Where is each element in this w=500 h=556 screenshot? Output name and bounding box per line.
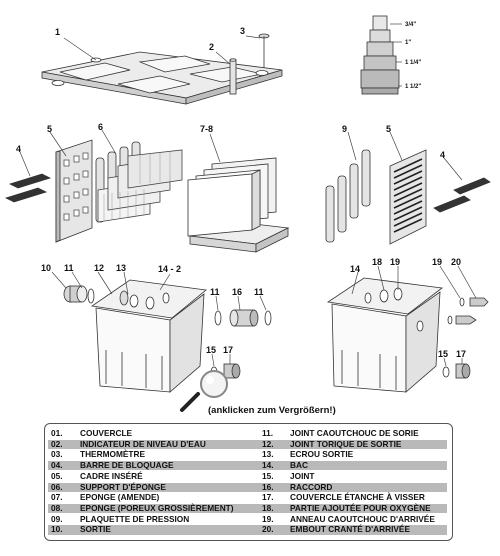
- legend-number: 02.: [51, 438, 63, 449]
- legend-row: [250, 472, 447, 481]
- parts-legend: [44, 423, 453, 541]
- callout-4-right: 4: [440, 150, 446, 160]
- legend-number: 03.: [51, 449, 63, 460]
- legend-number: 16.: [262, 481, 274, 492]
- legend-number: 08.: [51, 502, 63, 513]
- legend-row: [250, 450, 447, 459]
- thermometer-drawing: [259, 34, 269, 68]
- legend-row: [48, 429, 250, 438]
- legend-row: [250, 429, 447, 438]
- callout-12: 12: [94, 263, 105, 273]
- callout-11-c: 11: [254, 287, 264, 297]
- legend-row: [48, 504, 250, 513]
- legend-number: 04.: [51, 460, 63, 471]
- legend-row: [250, 525, 447, 534]
- zoom-link[interactable]: (anklicken zum Vergrößern!): [208, 405, 336, 416]
- sponge-holders-right-drawing: [326, 150, 370, 242]
- locking-bars-left-drawing: [6, 174, 50, 202]
- legend-number: 10.: [51, 524, 63, 535]
- legend-label: EMBOUT CRANTÉ D'ARRIVÉE: [290, 524, 410, 535]
- callout-17-left: 17: [223, 345, 234, 355]
- callout-5-left: 5: [47, 124, 53, 134]
- legend-label: ECROU SORTIE: [290, 449, 354, 460]
- stepped-hose-tail-drawing: [361, 16, 399, 94]
- callout-20: 20: [451, 257, 462, 267]
- insert-frame-right-drawing: [390, 150, 426, 244]
- legend-row: [250, 515, 447, 524]
- legend-row: [250, 461, 447, 470]
- legend-number: 19.: [262, 513, 274, 524]
- legend-label: COUVERCLE ÉTANCHE À VISSER: [290, 492, 425, 503]
- legend-label: COUVERCLE: [80, 428, 133, 438]
- callout-17-right: 17: [456, 349, 467, 359]
- legend-row: [48, 483, 250, 492]
- legend-number: 20.: [262, 524, 274, 535]
- callout-15-left: 15: [206, 345, 217, 355]
- callout-13: 13: [116, 263, 127, 273]
- legend-number: 14.: [262, 460, 274, 471]
- legend-row: [48, 493, 250, 502]
- legend-number: 09.: [51, 513, 63, 524]
- legend-number: 07.: [51, 492, 63, 503]
- connector-drawing: [215, 310, 271, 326]
- legend-row: [250, 504, 447, 513]
- callout-9: 9: [342, 124, 348, 134]
- locking-bars-right-drawing: [434, 178, 490, 212]
- size-label-3: 1 1/4": [405, 60, 422, 66]
- callout-1: 1: [55, 27, 61, 37]
- legend-row: [48, 515, 250, 524]
- size-label-1: 3/4": [405, 22, 417, 28]
- callout-15-right: 15: [438, 349, 449, 359]
- legend-number: 13.: [262, 449, 274, 460]
- level-indicator-drawing: [230, 59, 236, 94]
- size-label-4: 1 1/2": [405, 84, 422, 90]
- callout-11-b: 11: [210, 287, 220, 297]
- callout-18: 18: [372, 257, 383, 267]
- legend-label: BAC: [290, 460, 308, 471]
- legend-number: 11.: [262, 428, 274, 438]
- legend-label: PARTIE AJOUTÉE POUR OXYGÈNE: [290, 502, 431, 513]
- sponge-block-drawing: [188, 158, 288, 252]
- legend-number: 17.: [262, 492, 274, 503]
- legend-number: 06.: [51, 481, 63, 492]
- legend-label: PLAQUETTE DE PRESSION: [80, 513, 190, 524]
- cap-right-drawing: [443, 364, 470, 378]
- callout-5-right: 5: [386, 124, 392, 134]
- legend-label: SUPPORT D'ÉPONGE: [80, 481, 166, 492]
- legend-number: 05.: [51, 470, 63, 481]
- callout-19-b: 19: [432, 257, 443, 267]
- legend-number: 15.: [262, 470, 274, 481]
- right-tank-drawing: [328, 278, 442, 392]
- legend-row: [250, 483, 447, 492]
- legend-row: [250, 440, 447, 449]
- callout-14-2: 14 - 2: [158, 264, 182, 274]
- legend-label: JOINT TORIQUE DE SORTIE: [290, 438, 402, 449]
- callout-19-a: 19: [390, 257, 401, 267]
- legend-row: [48, 525, 250, 534]
- inlets-drawing: [448, 298, 488, 324]
- callout-6: 6: [98, 122, 104, 132]
- insert-frame-left-drawing: [56, 140, 92, 242]
- callout-16: 16: [232, 287, 243, 297]
- legend-label: EPONGE (AMENDE): [80, 492, 160, 503]
- legend-label: ANNEAU CAOUTCHOUC D'ARRIVÉE: [290, 513, 435, 524]
- callout-4-left: 4: [16, 144, 22, 154]
- legend-label: BARRE DE BLOQUAGE: [80, 460, 174, 471]
- legend-row: [48, 450, 250, 459]
- legend-row: [48, 461, 250, 470]
- legend-label: THERMOMÈTRE: [80, 449, 145, 460]
- legend-row: [48, 472, 250, 481]
- legend-label: RACCORD: [290, 481, 333, 492]
- size-label-2: 1": [405, 40, 412, 46]
- lid-drawing: [42, 52, 282, 104]
- legend-number: 18.: [262, 502, 274, 513]
- callout-7-8: 7-8: [200, 124, 214, 134]
- legend-label: EPONGE (POREUX GROSSIÈREMENT): [80, 502, 234, 513]
- legend-label: INDICATEUR DE NIVEAU D'EAU: [80, 438, 206, 449]
- legend-label: JOINT: [290, 470, 315, 481]
- legend-label: JOINT CAOUTCHOUC DE SORIE: [290, 428, 419, 438]
- legend-number: 01.: [51, 428, 63, 438]
- legend-label: SORTIE: [80, 524, 111, 535]
- legend-row: [48, 440, 250, 449]
- left-tank-drawing: [92, 280, 206, 392]
- callout-2: 2: [209, 42, 215, 52]
- callout-3: 3: [240, 26, 246, 36]
- callout-10: 10: [41, 263, 52, 273]
- callout-11-a: 11: [64, 263, 74, 273]
- legend-row: [250, 493, 447, 502]
- legend-number: 12.: [262, 438, 274, 449]
- callout-14: 14: [350, 264, 361, 274]
- legend-label: CADRE INSÉRÉ: [80, 470, 143, 481]
